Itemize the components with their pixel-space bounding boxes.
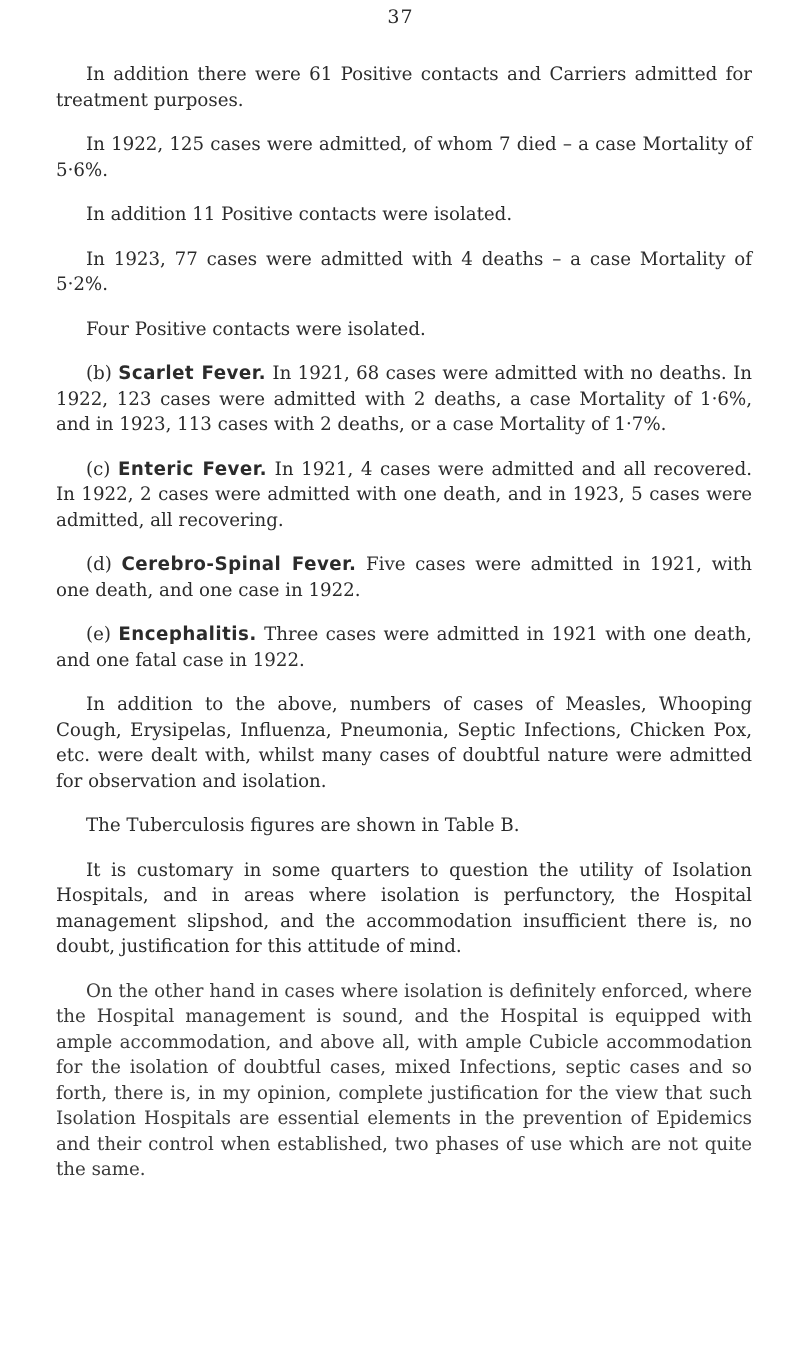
- section-heading: Cerebro-Spinal Fever.: [121, 554, 357, 575]
- section-encephalitis: [56, 622, 752, 673]
- section-heading: Enteric Fever.: [118, 458, 268, 480]
- paragraph: The Tuberculosis figures are shown in Table B.: [86, 815, 520, 836]
- paragraph: In addition to the above, numbers of cases of Measles, Whooping Cough, Erysipelas, Influenza, Pneumonia, Septic Infections, Chicken Pox, etc. were dealt with, whilst many cases of doubtful nature were admitted for observation and isolation.: [56, 694, 752, 792]
- section-label: (c): [86, 458, 111, 480]
- page-number: 37: [387, 6, 414, 28]
- section-text: Three cases were admitted in 1921 with one death, and one fatal case in 1922.: [56, 624, 752, 671]
- section-text: In 1921, 4 cases were admitted and all recovered. In 1922, 2 cases were admitted with one death, and in 1923, 5 cases were admitted, all recovering.: [56, 458, 752, 531]
- paragraph: In 1923, 77 cases were admitted with 4 deaths – a case Mortality of 5·2%.: [56, 248, 752, 295]
- paragraph: In addition 11 Positive contacts were isolated.: [86, 204, 513, 225]
- section-text: In 1921, 68 cases were admitted with no deaths. In 1922, 123 cases were admitted with 2 deaths, a case Mortality of 1·6%, and in 1923, 113 cases with 2 deaths, or a case Mortality of 1·7%.: [56, 363, 752, 435]
- section-scarlet-fever: [56, 361, 752, 438]
- paragraph: Four Positive contacts were isolated.: [86, 318, 426, 340]
- paragraph: It is customary in some quarters to question the utility of Isolation Hospitals, and in areas where isolation is perfunctory, the Hospital management slipshod, and the accommodation insufficient there is, no doubt, justification for this attitude of mind.: [56, 859, 752, 957]
- section-label: (e): [86, 624, 111, 645]
- section-label: (d): [86, 554, 112, 575]
- section-heading: Encephalitis.: [118, 624, 257, 645]
- section-label: (b): [86, 363, 112, 384]
- paragraph: In 1922, 125 cases were admitted, of whom 7 died – a case Mortality of 5·6%.: [56, 134, 752, 181]
- section-text: Five cases were admitted in 1921, with one death, and one case in 1922.: [56, 554, 752, 601]
- section-enteric-fever: [56, 457, 752, 534]
- body-text: [56, 62, 752, 1202]
- section-cerebro-spinal-fever: [56, 552, 752, 603]
- paragraph: On the other hand in cases where isolation is definitely enforced, where the Hospital management is sound, and the Hospital is equipped with ample accommodation, and above all, with ample Cubicle accommodation for the isolation of doubtful cases, mixed Infections, septic cases and so forth, there is, in my opinion, complete justification for the view that such Isolation Hospitals are essential elements in the prevention of Epidemics and their control when established, two phases of use which are not quite the same.: [56, 980, 752, 1180]
- section-heading: Scarlet Fever.: [118, 363, 267, 384]
- paragraph: In addition there were 61 Positive contacts and Carriers admitted for treatment purposes.: [56, 64, 752, 111]
